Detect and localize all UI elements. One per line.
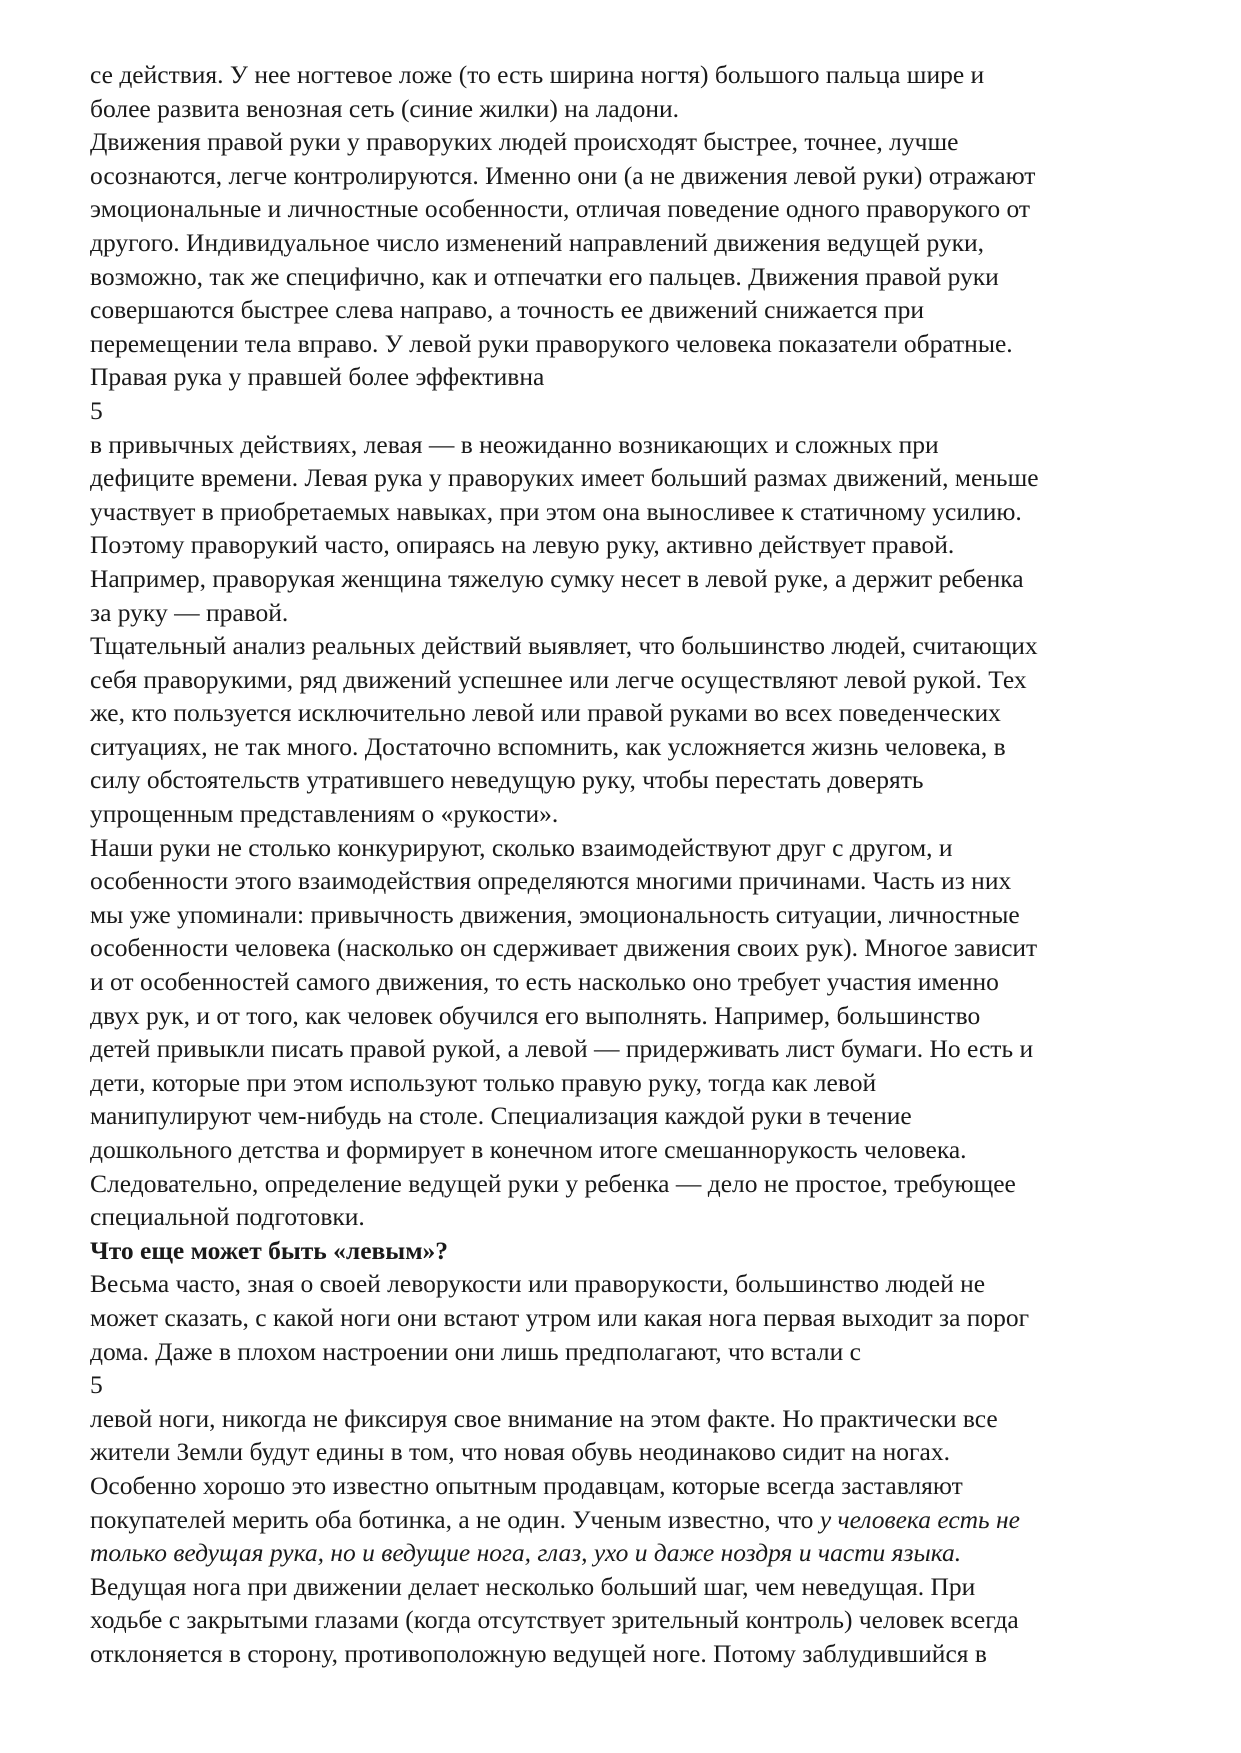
section-heading: Что еще может быть «левым»? — [90, 1235, 449, 1265]
text-line: мы уже упоминали: привычность движения, эмоциональность ситуации, личностные — [90, 899, 1020, 929]
text-segment: покупателей мерить оба ботинка, а не один. Ученым известно, что — [90, 1504, 820, 1534]
text-line: эмоциональные и личностные особенности, отличая поведение одного праворукого от — [90, 194, 1031, 224]
text-line: возможно, так же специфично, как и отпечатки его пальцев. Движения правой руки — [90, 261, 999, 291]
text-line: силу обстоятельств утратившего неведущую руку, чтобы перестать доверять — [90, 765, 924, 795]
text-line: же, кто пользуется исключительно левой или правой руками во всех поведенческих — [90, 698, 1001, 728]
italic-line: только ведущая рука, но и ведущие нога, глаз, ухо и даже ноздря и части языка. — [90, 1538, 962, 1568]
text-line: в привычных действиях, левая — в неожиданно возникающих и сложных при — [90, 429, 939, 459]
text-line: другого. Индивидуальное число изменений направлений движения ведущей руки, — [90, 227, 985, 257]
text-line: детей привыкли писать правой рукой, а левой — придерживать лист бумаги. Но есть и — [90, 1034, 1034, 1064]
document-page — [90, 58, 1180, 1671]
text-line: манипулируют чем-нибудь на столе. Специализация каждой руки в течение — [90, 1101, 912, 1131]
text-line: участвует в приобретаемых навыках, при этом она выносливее к статичному усилию. — [90, 496, 1022, 526]
text-line: может сказать, с какой ноги они встают утром или какая нога первая выходит за порог — [90, 1302, 1030, 1332]
text-line: осознаются, легче контролируются. Именно они (а не движения левой руки) отражают — [90, 160, 1036, 190]
text-line: отклоняется в сторону, противоположную ведущей ноге. Потому заблудившийся в — [90, 1638, 987, 1668]
text-line: Поэтому праворукий часто, опираясь на левую руку, активно действует правой. — [90, 530, 955, 560]
text-line: Тщательный анализ реальных действий выявляет, что большинство людей, считающих — [90, 631, 1038, 661]
text-line: Наши руки не столько конкурируют, сколько взаимодействуют друг с другом, и — [90, 832, 953, 862]
text-line: более развита венозная сеть (синие жилки) на ладони. — [90, 93, 680, 123]
text-line: дефиците времени. Левая рука у праворуких имеет больший размах движений, меньше — [90, 463, 1039, 493]
text-line: двух рук, и от того, как человек обучился его выполнять. Например, большинство — [90, 1000, 981, 1030]
italic-segment: у человека есть не — [819, 1504, 1021, 1534]
text-line: перемещении тела вправо. У левой руки праворукого человека показатели обратные. — [90, 328, 1013, 358]
text-line: дома. Даже в плохом настроении они лишь предполагают, что встали с — [90, 1336, 861, 1366]
text-line: дошкольного детства и формирует в конечном итоге смешаннорукость человека. — [90, 1135, 967, 1164]
page-number: 5 — [90, 395, 103, 425]
text-line: особенности этого взаимодействия определяются многими причинами. Часть из них — [90, 866, 1012, 896]
text-line: совершаются быстрее слева направо, а точность ее движений снижается при — [90, 295, 924, 325]
text-line: Следовательно, определение ведущей руки у ребенка — дело не простое, требующее — [90, 1168, 1016, 1198]
text-line: Особенно хорошо это известно опытным продавцам, которые всегда заставляют — [90, 1470, 963, 1500]
text-line: се действия. У нее ногтевое ложе (то есть ширина ногтя) большого пальца шире и — [90, 60, 985, 89]
text-line: за руку — правой. — [90, 597, 289, 627]
text-line: Весьма часто, зная о своей леворукости или праворукости, большинство людей не — [90, 1269, 986, 1299]
text-line: Правая рука у правшей более эффективна — [90, 362, 545, 392]
page-number: 5 — [90, 1370, 103, 1400]
text-line: Например, праворукая женщина тяжелую сумку несет в левой руке, а держит ребенка — [90, 563, 1024, 593]
text-line: особенности человека (насколько он сдерживает движения своих рук). Многое зависит — [90, 933, 1038, 963]
text-line: жители Земли будут едины в том, что новая обувь неодинаково сидит на ногах. — [90, 1437, 950, 1467]
text-line: и от особенностей самого движения, то есть насколько оно требует участия именно — [90, 967, 999, 997]
text-line — [90, 1503, 1180, 1537]
text-line: ходьбе с закрытыми глазами (когда отсутствует зрительный контроль) человек всегда — [90, 1605, 1019, 1635]
text-line: ситуациях, не так много. Достаточно вспомнить, как усложняется жизнь человека, в — [90, 731, 1006, 761]
text-line: левой ноги, никогда не фиксируя свое внимание на этом факте. Но практически все — [90, 1403, 998, 1433]
text-line: себя праворукими, ряд движений успешнее или легче осуществляют левой рукой. Тех — [90, 664, 1027, 694]
text-line: упрощенным представлениям о «рукости». — [90, 799, 559, 829]
text-line: Движения правой руки у праворуких людей происходят быстрее, точнее, лучше — [90, 127, 959, 157]
text-line: специальной подготовки. — [90, 1202, 365, 1232]
text-line: дети, которые при этом используют только правую руку, тогда как левой — [90, 1067, 877, 1097]
text-line: Ведущая нога при движении делает несколько больший шаг, чем неведущая. При — [90, 1571, 976, 1601]
